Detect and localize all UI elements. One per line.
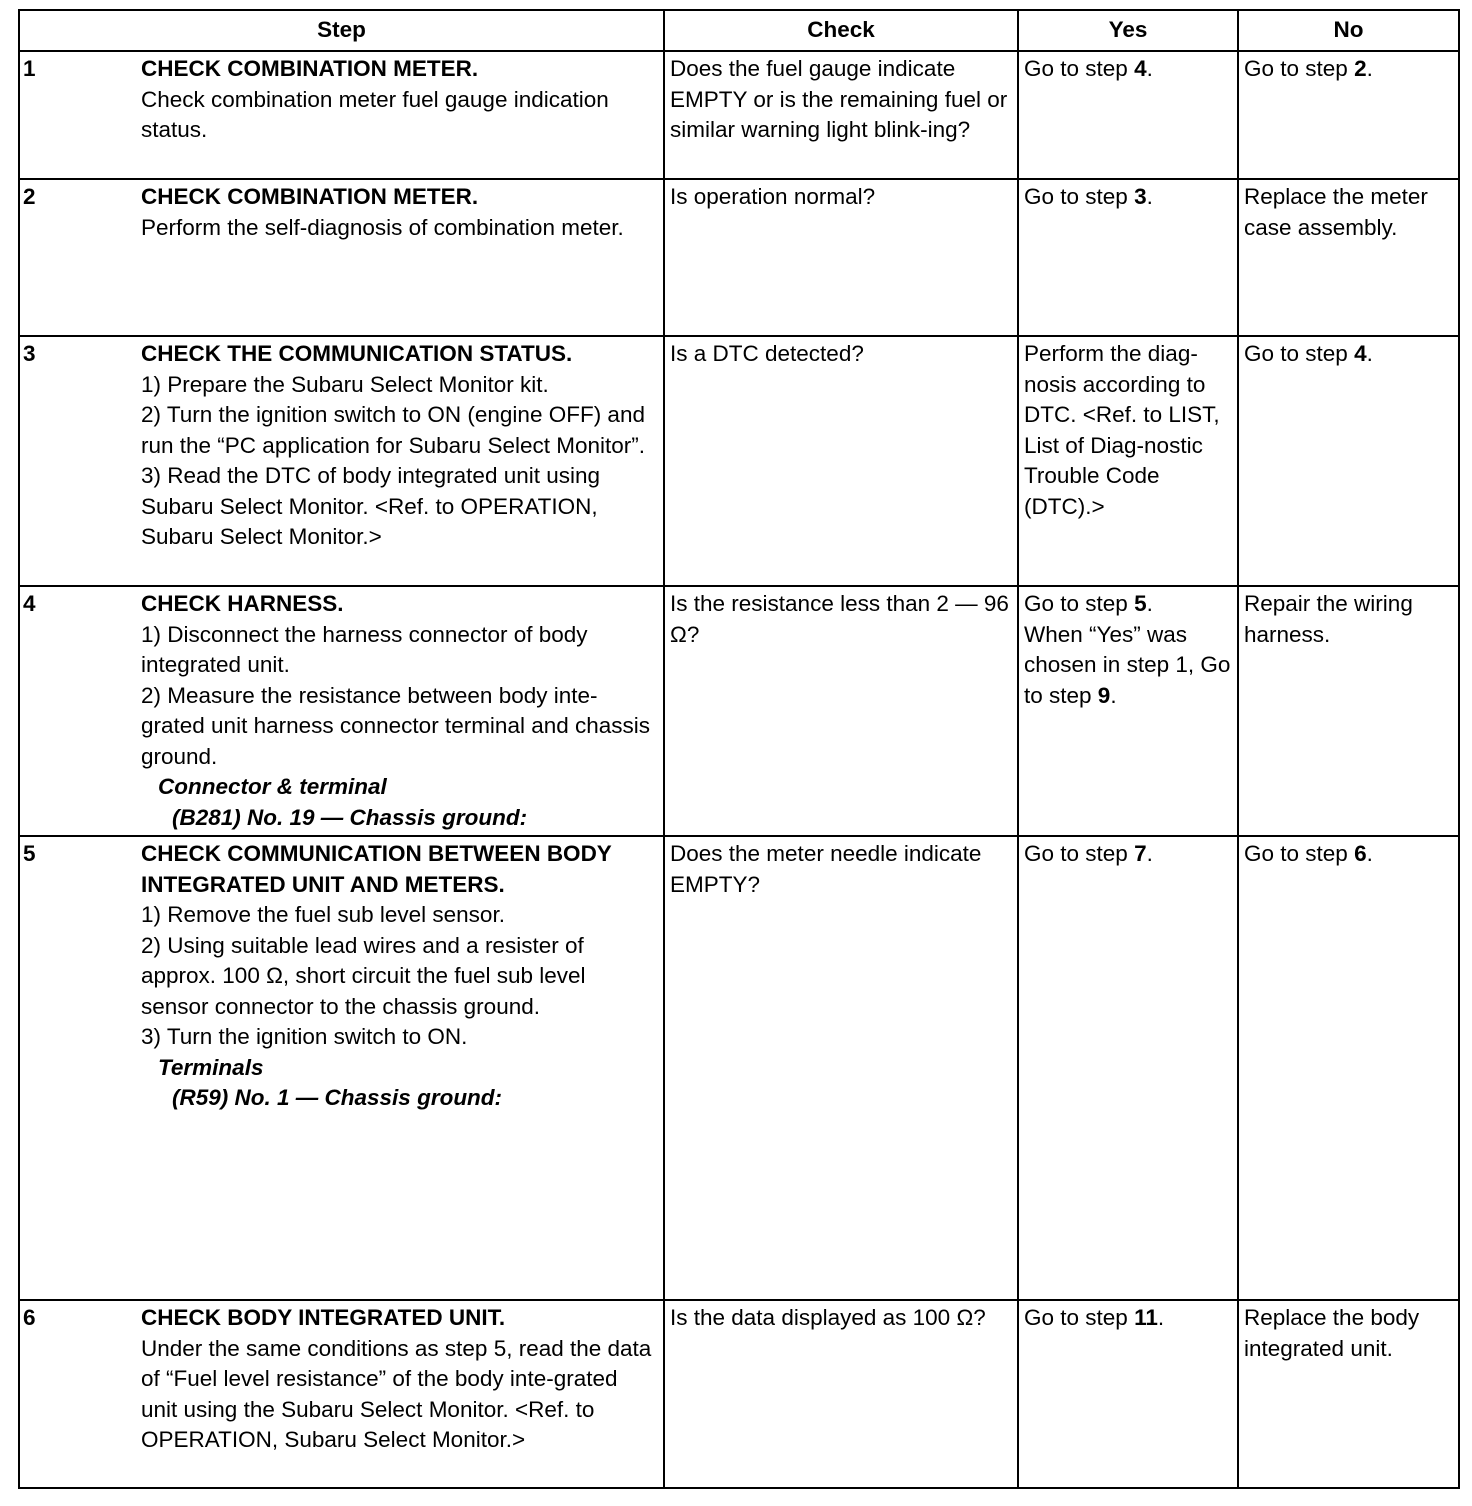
step-number: 5 <box>23 841 36 866</box>
yes-cell: Go to step 4. <box>1018 51 1238 179</box>
check-cell: Is the data displayed as 100 Ω? <box>664 1300 1018 1488</box>
check-cell: Does the fuel gauge indicate EMPTY or is the remaining fuel or similar warning light blink-ing? <box>664 51 1018 179</box>
step-cell <box>19 179 664 336</box>
header-check: Check <box>664 10 1018 51</box>
diagnostic-procedure-table <box>18 9 1460 1489</box>
yes-step-ref: 11 <box>1134 1305 1158 1330</box>
step-instruction: 1) Disconnect the harness connector of body integrated unit. <box>141 621 588 677</box>
step-title: CHECK COMBINATION METER. <box>141 56 479 81</box>
table-row <box>19 51 1459 179</box>
yes-cell: Go to step 5. When “Yes” was chosen in step 1, Go to step 9. <box>1018 586 1238 836</box>
table-row <box>19 586 1459 836</box>
step-number: 3 <box>23 341 36 366</box>
yes-step-ref: 9 <box>1097 682 1111 708</box>
terminals-label: Terminals <box>158 1054 264 1080</box>
step-instruction: 2) Using suitable lead wires and a resister of approx. 100 Ω, short circuit the fuel sub level sensor connector to the chassis ground. <box>141 932 586 1019</box>
step-instruction: 1) Prepare the Subaru Select Monitor kit. <box>141 371 549 397</box>
yes-step-ref: 3 <box>1134 184 1147 209</box>
step-number: 6 <box>23 1305 36 1330</box>
no-cell: Replace the body integrated unit. <box>1238 1300 1459 1488</box>
step-description: Check combination meter fuel gauge indication status. <box>141 86 609 142</box>
yes-cell: Perform the diag-nosis according to DTC. <Ref. to LIST, List of Diag-nostic Trouble Code (DTC).> <box>1018 336 1238 586</box>
no-cell: Repair the wiring harness. <box>1238 586 1459 836</box>
step-cell <box>19 51 664 179</box>
no-cell: Replace the meter case assembly. <box>1238 179 1459 336</box>
step-cell <box>19 586 664 836</box>
step-title: CHECK COMBINATION METER. <box>141 184 479 209</box>
step-number: 4 <box>23 591 36 616</box>
step-title: CHECK THE COMMUNICATION STATUS. <box>141 341 573 366</box>
yes-step-ref: 4 <box>1134 56 1147 81</box>
step-title: CHECK COMMUNICATION BETWEEN BODY INTEGRATED UNIT AND METERS. <box>141 841 612 897</box>
table-row <box>19 336 1459 586</box>
header-step: Step <box>19 10 664 51</box>
connector-terminal-value: (B281) No. 19 — Chassis ground: <box>172 804 528 830</box>
no-cell: Go to step 4. <box>1238 336 1459 586</box>
header-yes: Yes <box>1018 10 1238 51</box>
step-description: Under the same conditions as step 5, read the data of “Fuel level resistance” of the body inte-grated unit using the Subaru Select Monitor. <Ref. to OPERATION, Subaru Select Monitor.> <box>141 1335 652 1452</box>
yes-step-ref: 5 <box>1134 591 1147 616</box>
step-number: 2 <box>23 184 36 209</box>
check-cell: Is the resistance less than 2 — 96 Ω? <box>664 586 1018 836</box>
step-instruction: 2) Turn the ignition switch to ON (engine OFF) and run the “PC application for Subaru Select Monitor”. <box>141 402 645 458</box>
no-step-ref: 6 <box>1354 841 1367 866</box>
no-step-ref: 4 <box>1354 341 1367 366</box>
check-cell: Is operation normal? <box>664 179 1018 336</box>
step-instruction: 3) Turn the ignition switch to ON. <box>141 1024 468 1049</box>
header-no: No <box>1238 10 1459 51</box>
no-cell: Go to step 2. <box>1238 51 1459 179</box>
step-cell <box>19 336 664 586</box>
no-cell: Go to step 6. <box>1238 836 1459 1300</box>
yes-cell: Go to step 11. <box>1018 1300 1238 1488</box>
step-instruction: 1) Remove the fuel sub level sensor. <box>141 902 505 927</box>
step-cell <box>19 836 664 1300</box>
yes-cell: Go to step 7. <box>1018 836 1238 1300</box>
check-cell: Does the meter needle indicate EMPTY? <box>664 836 1018 1300</box>
step-description: Perform the self-diagnosis of combination meter. <box>141 214 624 240</box>
no-step-ref: 2 <box>1354 56 1367 81</box>
table-header-row <box>19 10 1459 51</box>
step-number: 1 <box>23 56 36 81</box>
terminals-value: (R59) No. 1 — Chassis ground: <box>172 1085 503 1110</box>
table-row <box>19 179 1459 336</box>
table-row <box>19 836 1459 1300</box>
table-row <box>19 1300 1459 1488</box>
step-instruction: 3) Read the DTC of body integrated unit using Subaru Select Monitor. <Ref. to OPERATION, Subaru Select Monitor.> <box>141 463 601 549</box>
step-cell <box>19 1300 664 1488</box>
step-instruction: 2) Measure the resistance between body inte-grated unit harness connector terminal and chassis ground. <box>141 682 651 769</box>
connector-terminal-label: Connector & terminal <box>158 774 387 799</box>
step-title: CHECK BODY INTEGRATED UNIT. <box>141 1305 506 1330</box>
yes-cell: Go to step 3. <box>1018 179 1238 336</box>
step-title: CHECK HARNESS. <box>141 591 344 616</box>
yes-step-ref: 7 <box>1134 841 1147 866</box>
check-cell: Is a DTC detected? <box>664 336 1018 586</box>
